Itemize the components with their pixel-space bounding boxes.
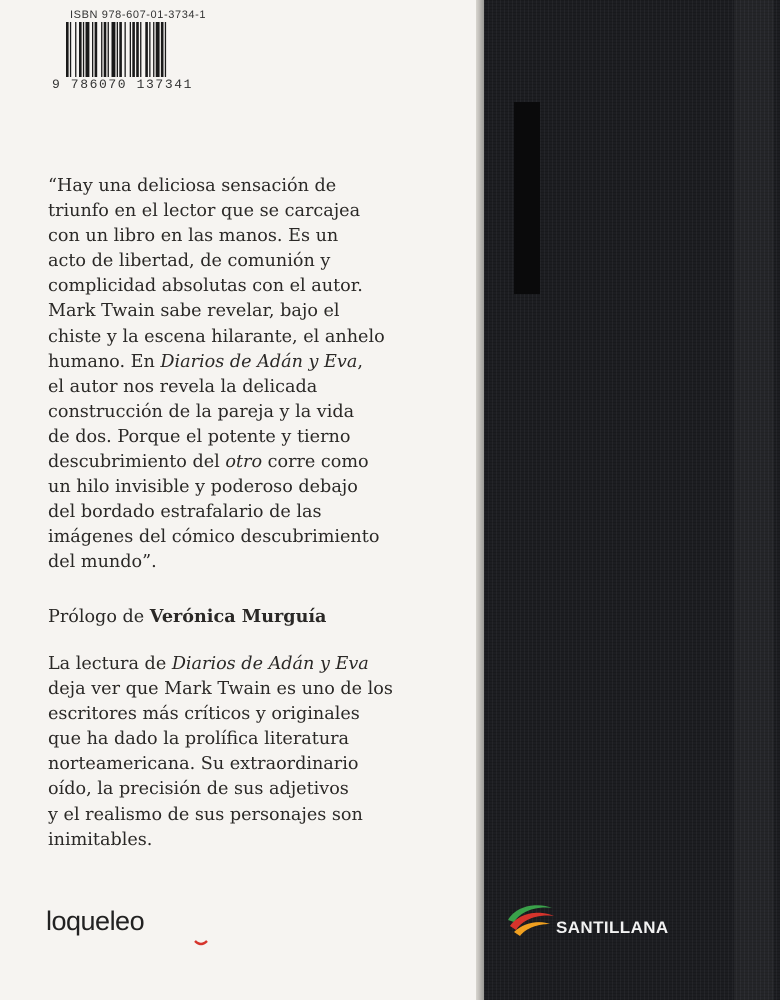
prologue-author: Verónica Murguía [149,606,327,627]
barcode-bar [70,22,71,77]
book-title: Diarios de Adán y Eva [160,351,358,372]
quote-line: construcción de la pareja y la vida [48,401,355,422]
quote-line: complicidad absolutas con el autor. [48,276,363,297]
barcode-bar [95,22,98,77]
barcode-bar [104,22,107,77]
barcode-bar [117,22,118,77]
prologue-credit [48,604,468,630]
emphasis-word: otro [225,452,263,473]
quote-line [48,450,468,475]
barcode-bar [136,22,139,77]
description-line: escritores más críticos y originales [48,704,360,725]
barcode-bar [161,22,164,77]
barcode-bar [83,22,84,77]
santillana-wordmark: SANTILLANA [556,918,669,937]
flap-band [734,0,774,1000]
quote-line [48,350,468,375]
barcode-bar [165,22,166,77]
black-bar [514,102,540,294]
description-line: norteamericana. Su extraordinario [48,754,359,775]
isbn-label: ISBN 978-607-01-3734-1 [70,9,207,21]
isbn-digits: 9 786070 137341 [52,77,194,92]
barcode-bar [132,22,135,77]
description-line: que ha dado la prolífica literatura [48,729,350,750]
smile-icon [194,940,208,947]
barcode-bar [112,22,116,77]
loqueleo-logo [46,906,144,937]
quote-text: descubrimiento del [48,452,226,473]
barcode-bar [86,22,90,77]
description-block [48,652,468,853]
quote-line: de dos. Porque el potente y tierno [48,426,351,447]
quote-line: imágenes del cómico descubrimiento [48,527,380,548]
barcode-bar [125,22,126,77]
description-line: y el realismo de sus personajes son [48,804,363,825]
quote-text: humano. En [48,351,161,372]
barcode-bar [119,22,122,77]
quote-line: Mark Twain sabe revelar, bajo el [48,301,340,322]
description-line [48,652,468,677]
quote-line: del bordado estrafalario de las [48,502,322,523]
barcode-bar [101,22,102,77]
barcode-bar [92,22,93,77]
barcode-bar [145,22,148,77]
description-line: oído, la precisión de sus adjetivos [48,779,349,800]
barcode-bar [156,22,160,77]
quote-text: , [357,351,363,372]
barcode-bar [108,22,109,77]
barcode-icon [66,22,231,77]
barcode-bar [66,22,69,77]
quote-line: con un libro en las manos. Es un [48,226,339,247]
quote-line: acto de libertad, de comunión y [48,251,331,272]
barcode-bar [153,22,154,77]
loqueleo-wordmark: loqueleo [46,906,145,936]
quote-line: un hilo invisible y poderoso debajo [48,477,358,498]
barcode-bar [79,22,82,77]
quote-line: el autor nos revela la delicada [48,376,318,397]
quote-block [48,174,468,576]
quote-line: triunfo en el lector que se carcajea [48,201,361,222]
quote-line: del mundo”. [48,552,157,573]
description-text: La lectura de [48,654,172,674]
barcode-bar [130,22,131,77]
description-line: deja ver que Mark Twain es uno de los [48,679,393,700]
quote-line: “Hay una deliciosa sensación de [48,176,337,196]
description-line: inimitables. [48,829,153,850]
barcode-bar [75,22,76,77]
book-title: Diarios de Adán y Eva [171,654,369,674]
prologue-prefix: Prólogo de [48,607,150,627]
barcode-bar [149,22,150,77]
quote-text: corre como [262,452,369,473]
quote-line: chiste y la escena hilarante, el anhelo [48,326,385,347]
barcode-bar [140,22,141,77]
